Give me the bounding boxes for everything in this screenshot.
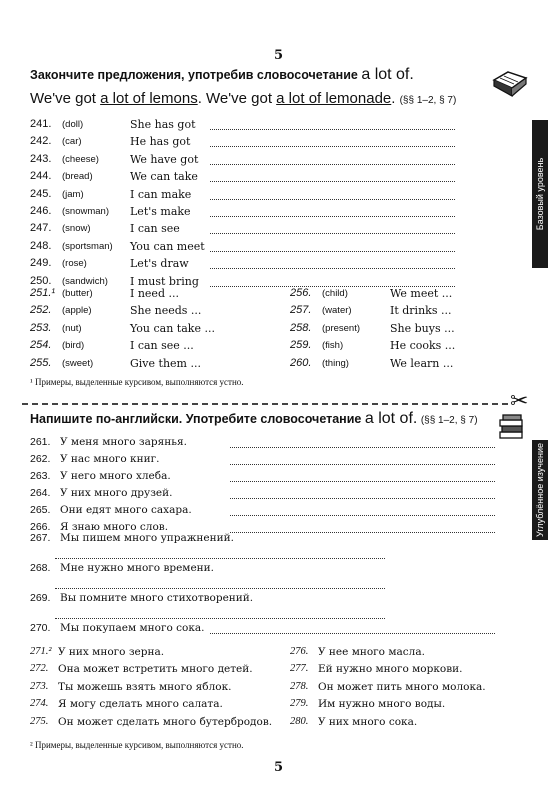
sentence-start: I need ...: [130, 287, 179, 300]
cue-word: (thing): [322, 357, 349, 369]
exercise-number: 246.: [30, 205, 52, 217]
exercise-number: 264.: [30, 487, 51, 499]
cue-word: (sandwich): [62, 275, 108, 287]
sentence-start: You can take ...: [130, 321, 215, 335]
section2-title: Напишите по-английски. Употребите словосочетание a lot of. (§§ 1–2, § 7): [30, 410, 478, 427]
exercise-row: [290, 321, 455, 340]
exercise-row: [30, 646, 280, 664]
answer-line: [230, 470, 495, 482]
cue-word: (snowman): [62, 206, 109, 217]
cue-word: (bread): [62, 171, 93, 183]
exercise-number: 260.: [290, 356, 312, 369]
answer-line: [210, 135, 455, 147]
sentence-start: You can meet: [130, 239, 205, 253]
answer-line: [230, 487, 495, 499]
answer-line: [210, 622, 495, 634]
exercise-number: 261.: [30, 436, 51, 448]
answer-line: [210, 240, 455, 252]
exercise-number: 276.: [290, 646, 309, 657]
exercise-number: 254.: [30, 339, 52, 352]
books-stack-icon: [497, 412, 527, 442]
exercise-number: 262.: [30, 453, 51, 465]
answer-line: [210, 222, 455, 234]
exercise-row: [30, 504, 490, 522]
sentence-start: She needs ...: [130, 304, 202, 318]
cue-word: (bird): [62, 340, 85, 352]
exercise-number: 250.: [30, 274, 52, 287]
cue-word: (snow): [62, 223, 91, 235]
sentence-start: I can see ...: [130, 339, 194, 353]
exercise-row: [30, 339, 250, 357]
exercise-row: [30, 487, 490, 505]
sentence-start: He cooks ...: [390, 339, 456, 353]
cue-word: (fish): [322, 340, 344, 352]
exercise-row: [290, 716, 490, 734]
exercise-number: 272.: [30, 663, 49, 675]
exercise-row: [30, 287, 250, 305]
answer-line: [210, 170, 455, 182]
cue-word: (sportsman): [62, 240, 113, 252]
exercise-number: 273.: [30, 680, 49, 692]
russian-sentence: Им нужно много воды.: [318, 698, 446, 711]
answer-line: [230, 453, 495, 465]
exercise-number: 259.: [290, 339, 312, 352]
exercise-number: 268.: [30, 562, 51, 574]
exercise-number: 265.: [30, 504, 51, 516]
sentence-start: He has got: [130, 135, 191, 149]
russian-sentence: У нее много масла.: [318, 646, 425, 658]
exercise-number: 253.: [30, 321, 52, 334]
sentence-start: It drinks ...: [390, 304, 452, 318]
exercise-number: 251.¹: [30, 287, 56, 299]
cue-word: (nut): [62, 322, 82, 334]
exercise-row: [30, 453, 490, 471]
exercise-row: [30, 698, 280, 716]
sidebar-basic-level: Базовый уровень: [532, 120, 548, 268]
exercise-row: [30, 436, 490, 454]
answer-line: [210, 153, 455, 165]
footnote-1: ¹ Примеры, выделенные курсивом, выполняются устно.: [30, 377, 244, 387]
exercise-row: [30, 322, 250, 340]
exercise-number: 248.: [30, 239, 52, 252]
russian-sentence: Вы помните много стихотворений.: [60, 592, 254, 604]
exercise-number: 279.: [290, 698, 309, 710]
answer-line: [230, 436, 495, 448]
sentence-start: She has got: [130, 118, 196, 131]
exercise-row: [30, 716, 280, 734]
russian-sentence: Они едят много сахара.: [60, 504, 192, 516]
sentence-start: We can take: [130, 170, 198, 184]
exercise-row: [30, 153, 450, 171]
exercise-row: [290, 698, 490, 716]
cue-word: (jam): [62, 188, 84, 200]
exercise-number: 277.: [290, 663, 309, 675]
sentence-start: Give them ...: [130, 356, 201, 370]
exercise-number: 256.: [290, 287, 312, 299]
exercise-number: 258.: [290, 321, 312, 334]
exercise-row: [30, 304, 250, 322]
exercise-row: [290, 646, 490, 664]
exercise-row: [30, 170, 450, 188]
sentence-start: I can see: [130, 222, 180, 236]
cue-word: (present): [322, 322, 361, 334]
sentence-start: We learn ...: [390, 356, 454, 370]
exercise-number: 242.: [30, 135, 52, 148]
exercise-number: 270.: [30, 622, 51, 634]
exercise-row: [30, 135, 450, 153]
page-number-bottom: 5: [274, 760, 284, 775]
russian-sentence: У меня много зарянья.: [60, 436, 187, 448]
section1-subtitle: We've got a lot of lemons. We've got a lot of lemonade. (§§ 1–2, § 7): [30, 90, 457, 107]
cue-word: (water): [322, 305, 352, 317]
russian-sentence: У нас много книг.: [60, 453, 160, 465]
russian-sentence: Мы покупаем много сока.: [60, 622, 205, 634]
sentence-start: We meet ...: [390, 287, 453, 300]
sentence-start: She buys ...: [390, 321, 455, 335]
cue-word: (butter): [62, 288, 93, 299]
answer-line: [55, 607, 385, 619]
russian-sentence: Ты можешь взять много яблок.: [58, 680, 232, 693]
sentence-start: I can make: [130, 187, 192, 201]
cue-word: (doll): [62, 119, 84, 130]
exercise-number: 269.: [30, 592, 51, 604]
exercise-number: 274.: [30, 698, 49, 710]
cue-word: (apple): [62, 305, 92, 317]
exercise-row: [30, 470, 490, 488]
answer-line: [210, 205, 455, 217]
exercise-number: 245.: [30, 187, 52, 200]
russian-sentence: Мы пишем много упражнений.: [60, 532, 234, 544]
sentence-start: Let's draw: [130, 257, 189, 271]
exercise-row: [290, 304, 450, 322]
russian-sentence: Она может встретить много детей.: [58, 663, 253, 676]
exercise-number: 278.: [290, 680, 309, 692]
answer-line: [210, 188, 455, 200]
exercise-row: [30, 188, 450, 206]
book-icon: [490, 66, 530, 100]
exercise-row: [30, 222, 450, 240]
russian-sentence: Он может сделать много бутербродов.: [58, 715, 273, 728]
exercise-number: 244.: [30, 170, 52, 183]
exercise-number: 257.: [290, 304, 312, 317]
russian-sentence: Он может пить много молока.: [318, 680, 486, 693]
exercise-number: 266.: [30, 521, 51, 533]
russian-sentence: Ей нужно много моркови.: [318, 663, 463, 676]
page-number-top: 5: [274, 48, 284, 63]
exercise-row: [30, 357, 250, 375]
exercise-number: 255.: [30, 356, 52, 369]
russian-sentence: Мне нужно много времени.: [60, 562, 215, 574]
cue-word: (sweet): [62, 357, 94, 369]
answer-line: [55, 547, 385, 559]
exercise-row: [290, 287, 453, 305]
exercise-number: 252.: [30, 304, 52, 317]
answer-line: [210, 118, 455, 130]
exercise-row: [30, 240, 450, 258]
russian-sentence: Я знаю много слов.: [60, 521, 169, 533]
russian-sentence: У него много хлеба.: [60, 470, 171, 482]
exercise-number: 280.: [290, 715, 309, 727]
exercise-number: 267.: [30, 532, 51, 544]
exercise-number: 241.: [30, 118, 52, 130]
exercise-number: 249.: [30, 257, 52, 270]
exercise-row: [30, 118, 450, 136]
cue-word: (child): [322, 288, 348, 299]
russian-sentence: У них много друзей.: [60, 487, 173, 499]
exercise-number: 275.: [30, 715, 49, 727]
sentence-start: Let's make: [130, 205, 191, 218]
section1-title: Закончите предложения, употребив словосочетание a lot of.: [30, 66, 414, 83]
exercise-row: [30, 257, 450, 275]
exercise-number: 263.: [30, 470, 51, 482]
exercise-number: 247.: [30, 222, 52, 235]
sentence-start: We have got: [130, 152, 199, 166]
answer-line: [210, 257, 455, 269]
russian-sentence: У них много зерна.: [58, 646, 165, 658]
exercise-row: [30, 681, 280, 699]
answer-line: [55, 577, 385, 589]
exercise-row: [290, 356, 454, 375]
exercise-row: [30, 663, 280, 681]
exercise-row: [290, 339, 456, 357]
footnote-2: ² Примеры, выделенные курсивом, выполняются устно.: [30, 740, 244, 750]
russian-sentence: Я могу сделать много салата.: [58, 698, 223, 711]
exercise-number: 243.: [30, 152, 52, 165]
sentence-start: I must bring: [130, 274, 199, 288]
exercise-row: [290, 663, 490, 681]
answer-line: [230, 504, 495, 516]
exercise-row: [290, 681, 490, 699]
cue-word: (rose): [62, 258, 87, 270]
exercise-row: [30, 622, 490, 640]
exercise-number: 271.²: [30, 646, 52, 657]
cue-word: (cheese): [62, 153, 99, 165]
scissors-icon: ✂: [510, 389, 529, 414]
russian-sentence: У них много сока.: [318, 715, 418, 728]
cue-word: (car): [62, 136, 82, 148]
cut-line: [22, 403, 508, 405]
answer-line: [210, 275, 455, 287]
sidebar-advanced-level: Углублённое изучение: [532, 440, 548, 540]
exercise-row: [30, 205, 450, 223]
